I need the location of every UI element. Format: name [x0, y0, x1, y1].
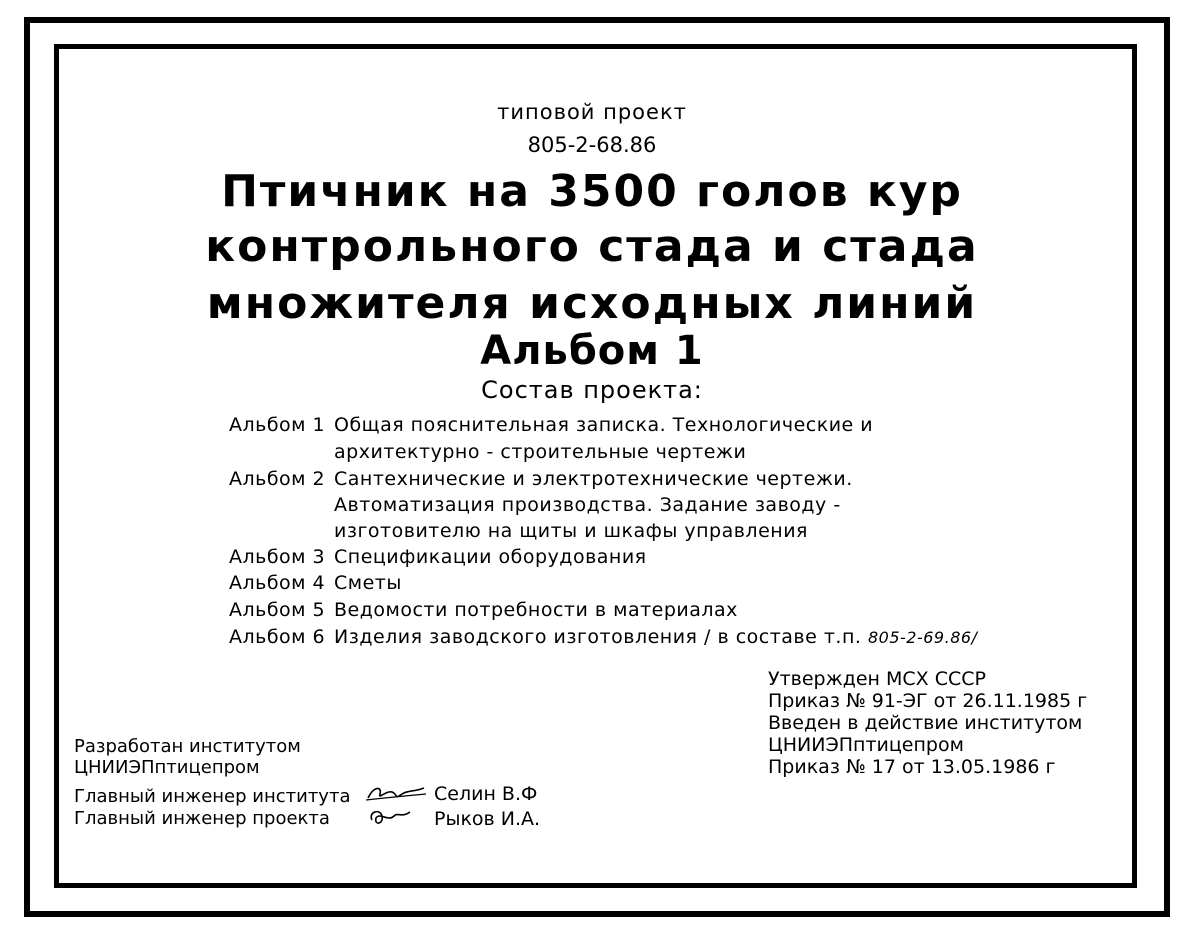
- title-line-3: множителя исходных линий: [206, 278, 978, 329]
- album-title: Альбом 1: [480, 328, 704, 374]
- album-4-desc: Сметы: [334, 572, 402, 594]
- album-6-desc-text: Изделия заводского изготовления / в составе т.п.: [334, 626, 862, 648]
- album-3-desc: Спецификации оборудования: [334, 546, 647, 568]
- chief-project-label: Главный инженер проекта: [74, 808, 330, 829]
- album-6-desc: [334, 626, 977, 648]
- album-5-label: Альбом 5: [229, 599, 326, 621]
- signature-chief-institute: [364, 780, 428, 806]
- album-2-desc-line-1: Сантехнические и электротехнические чертежи.: [334, 468, 853, 490]
- approval-line-3: Введен в действие институтом: [768, 712, 1083, 734]
- chief-institute-name: Селин В.Ф: [434, 783, 538, 805]
- approval-line-2: Приказ № 91-ЭГ от 26.11.1985 г: [768, 690, 1088, 712]
- chief-institute-label: Главный инженер института: [74, 786, 351, 807]
- project-code: 805-2-68.86: [527, 133, 657, 157]
- album-2-desc-line-3: изготовителю на щиты и шкафы управления: [334, 520, 808, 542]
- album-1-label: Альбом 1: [229, 414, 326, 436]
- title-line-2: контрольного стада и стада: [205, 221, 979, 272]
- document-type: типовой проект: [497, 100, 687, 124]
- title-line-1: Птичник на 3500 голов кур: [221, 166, 963, 217]
- album-6-reference: 805-2-69.86/: [867, 628, 978, 647]
- album-3-label: Альбом 3: [229, 546, 326, 568]
- developer-line-2: ЦНИИЭПптицепром: [74, 757, 260, 778]
- album-2-label: Альбом 2: [229, 468, 326, 490]
- album-6-label: Альбом 6: [229, 626, 326, 648]
- album-1-desc-line-2: архитектурно - строительные чертежи: [334, 441, 747, 463]
- album-1-desc-line-1: Общая пояснительная записка. Технологические и: [334, 414, 874, 436]
- approval-line-4: ЦНИИЭПптицепром: [768, 734, 964, 756]
- album-5-desc: Ведомости потребности в материалах: [334, 599, 738, 621]
- album-4-label: Альбом 4: [229, 572, 326, 594]
- chief-project-name: Рыков И.А.: [434, 808, 541, 830]
- composition-heading: Состав проекта:: [481, 376, 703, 404]
- approval-line-1: Утвержден МСХ СССР: [768, 668, 986, 690]
- approval-line-5: Приказ № 17 от 13.05.1986 г: [768, 756, 1056, 778]
- developer-line-1: Разработан институтом: [74, 736, 301, 757]
- signature-chief-project: [366, 804, 416, 830]
- album-2-desc-line-2: Автоматизация производства. Задание заводу -: [334, 494, 841, 516]
